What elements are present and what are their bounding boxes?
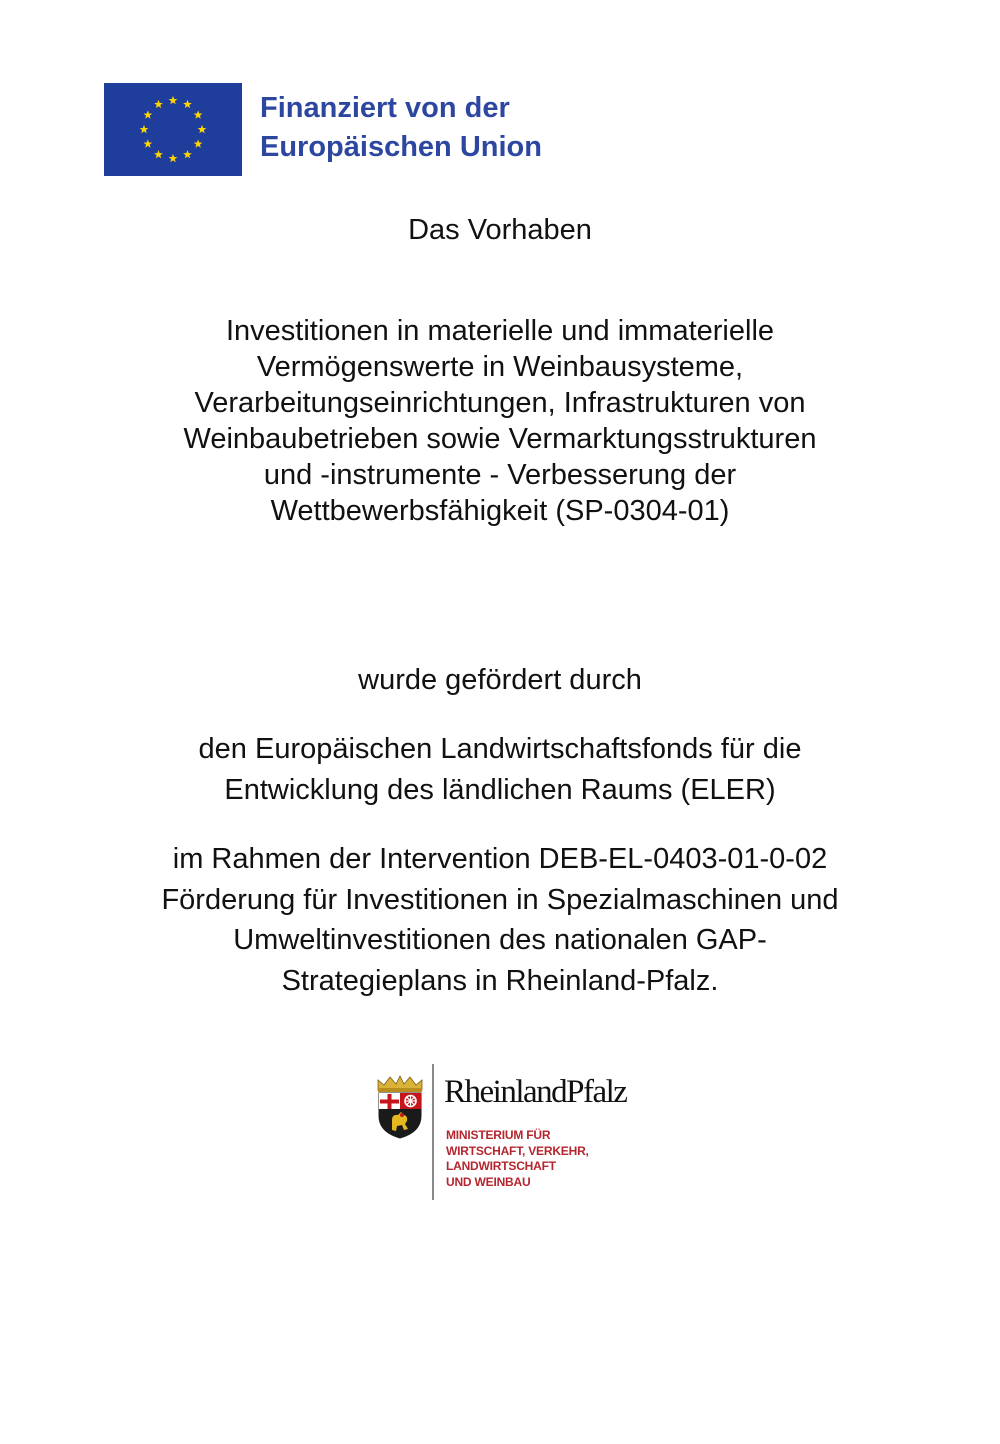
- eu-funding-text: [260, 89, 542, 167]
- rlp-coat-of-arms-icon: [374, 1074, 426, 1140]
- project-title-line: Investitionen in materielle und immaterielle: [225, 315, 775, 347]
- fund-text: [40, 729, 960, 810]
- project-title-line: Verarbeitungseinrichtungen, Infrastrukturen von: [194, 387, 806, 419]
- intervention-text: [40, 839, 960, 1001]
- fund-line: den Europäischen Landwirtschaftsfonds für die: [198, 733, 802, 765]
- eu-funding-line-1: Finanziert von der: [260, 92, 510, 124]
- project-title: [40, 313, 960, 529]
- intervention-line: Umweltinvestitionen des nationalen GAP-: [233, 924, 767, 956]
- intervention-line: Strategieplans in Rheinland-Pfalz.: [281, 964, 719, 997]
- intervention-line: im Rahmen der Intervention DEB-EL-0403-01-0-02: [172, 843, 828, 875]
- rlp-ministry-line: UND WEINBAU: [446, 1174, 531, 1189]
- rlp-ministry-line: MINISTERIUM FÜR: [446, 1128, 551, 1142]
- funded-by-line: wurde gefördert durch: [358, 664, 642, 696]
- fund-line: Entwicklung des ländlichen Raums (ELER): [224, 773, 776, 806]
- rlp-ministry-line: LANDWIRTSCHAFT: [446, 1159, 556, 1173]
- rlp-wordmark: RheinlandPfalz: [444, 1074, 627, 1110]
- rlp-ministry-logo: [374, 1064, 644, 1200]
- intervention-line: Förderung für Investitionen in Spezialmaschinen und: [161, 883, 839, 916]
- eu-funding-line-2: Europäischen Union: [260, 131, 542, 163]
- eu-flag-icon: [104, 83, 242, 176]
- rlp-ministry-line: WIRTSCHAFT, VERKEHR,: [446, 1143, 589, 1158]
- eu-funding-logo: [104, 83, 574, 176]
- project-title-line: Weinbaubetrieben sowie Vermarktungsstrukturen: [183, 423, 817, 455]
- project-title-line: und -instrumente - Verbesserung der: [263, 459, 737, 491]
- rlp-ministry-name: [446, 1128, 589, 1190]
- rlp-logo-divider: [432, 1064, 434, 1200]
- project-title-line: Wettbewerbsfähigkeit (SP-0304-01): [270, 495, 730, 527]
- intro-text: [40, 212, 960, 248]
- project-title-line: Vermögenswerte in Weinbausysteme,: [256, 351, 744, 383]
- intro-line: Das Vorhaben: [408, 214, 592, 246]
- funded-by-text: [40, 662, 960, 698]
